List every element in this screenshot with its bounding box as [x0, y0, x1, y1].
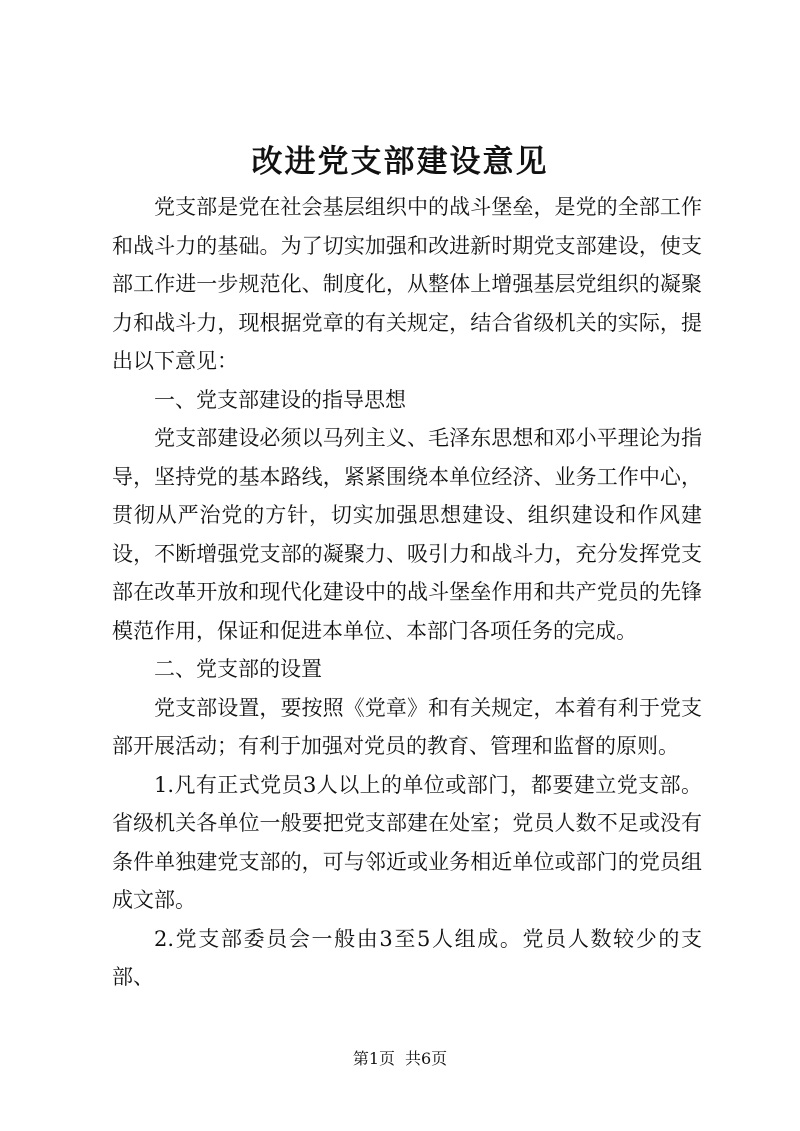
- section-heading-2: 二、党支部的设置: [154, 657, 322, 681]
- paragraph-intro: 党支部是党在社会基层组织中的战斗堡垒，是党的全部工作和战斗力的基础。为了切实加强和改进新时期党支部建设，使支部工作进一步规范化、制度化，从整体上增强基层党组织的凝聚力和战斗力，现根据党章的有关规定，结合省级机关的实际，提出以下意见：: [112, 195, 702, 373]
- page-footer: [0, 1048, 800, 1070]
- page-total: 共6页: [405, 1049, 448, 1068]
- section-heading-1: 一、党支部建设的指导思想: [154, 387, 406, 412]
- paragraph-guiding-thought: 党支部建设必须以马列主义、毛泽东思想和邓小平理论为指导，坚持党的基本路线，紧紧围绕本单位经济、业务工作中心，贯彻从严治党的方针，切实加强思想建设、组织建设和作风建设，不断增强党支部的凝聚力、吸引力和战斗力，充分发挥党支部在改革开放和现代化建设中的战斗堡垒作用和共产党员的先锋模范作用，保证和促进本单位、本部门各项任务的完成。: [112, 426, 702, 643]
- document-title: 改进党支部建设意见: [251, 144, 549, 180]
- paragraph-setup-principle: 党支部设置，要按照《党章》和有关规定，本着有利于党支部开展活动；有利于加强对党员的教育、管理和监督的原则。: [112, 695, 702, 758]
- page-number: 第1页: [352, 1049, 395, 1068]
- paragraph-item-1: 1.凡有正式党员3人以上的单位或部门，都要建立党支部。省级机关各单位一般要把党支部建在处室；党员人数不足或没有条件单独建党支部的，可与邻近或业务相近单位或部门的党员组成文部。: [112, 772, 702, 912]
- paragraph-item-2: 2.党支部委员会一般由3至5人组成。党员人数较少的支部、: [112, 926, 702, 989]
- document-body: [112, 188, 702, 997]
